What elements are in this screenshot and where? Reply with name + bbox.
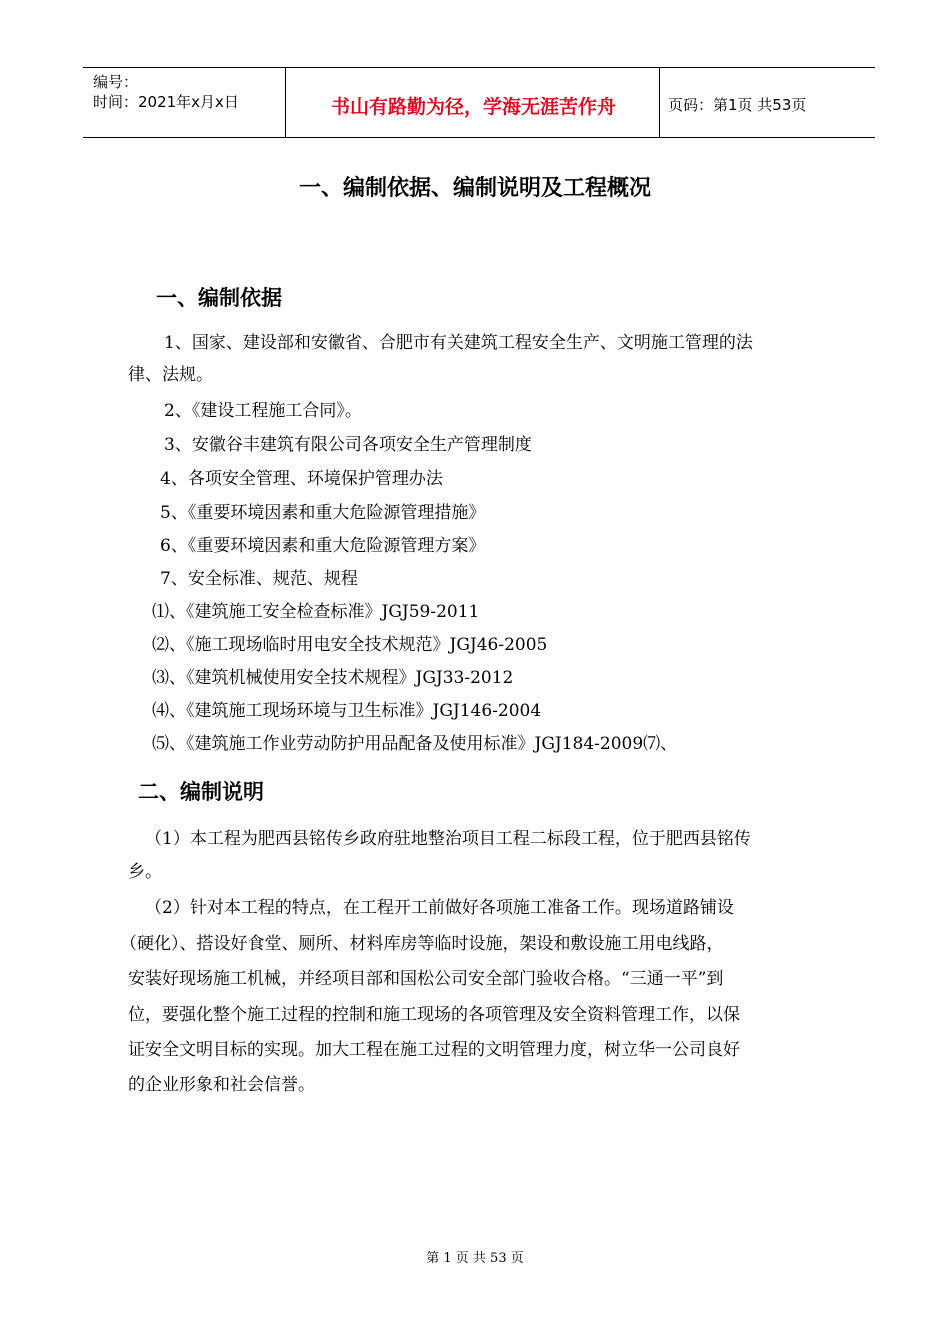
list-item: 3、安徽谷丰建筑有限公司各项安全生产管理制度 xyxy=(164,435,532,455)
list-item: 6、《重要环境因素和重大危险源管理方案》 xyxy=(160,536,486,556)
paragraph-line: 的企业形象和社会信誉。 xyxy=(128,1075,315,1095)
list-item: 2、《建设工程施工合同》。 xyxy=(164,401,362,421)
header-page-info: 页码：第1页 共53页 xyxy=(668,96,807,114)
list-item: 1、国家、建设部和安徽省、合肥市有关建筑工程安全生产、文明施工管理的法 xyxy=(164,333,753,353)
list-item: 4、各项安全管理、环境保护管理办法 xyxy=(160,469,443,489)
paragraph-line: 证安全文明目标的实现。加大工程在施工过程的文明管理力度，树立华一公司良好 xyxy=(128,1040,740,1060)
document-title: 一、编制依据、编制说明及工程概况 xyxy=(298,176,651,201)
list-item: ⑴、《建筑施工安全检查标准》JGJ59-2011 xyxy=(152,602,480,622)
paragraph-line: 乡。 xyxy=(128,862,162,882)
list-item: ⑵、《施工现场临时用电安全技术规范》JGJ46-2005 xyxy=(152,635,548,655)
header-meta xyxy=(93,72,239,112)
paragraph-line: 安装好现场施工机械，并经项目部和国松公司安全部门验收合格。“三通一平”到 xyxy=(128,969,724,989)
section-heading: 二、编制说明 xyxy=(138,780,264,804)
header-motto: 书山有路勤为径，学海无涯苦作舟 xyxy=(330,96,616,118)
paragraph-line: 位，要强化整个施工过程的控制和施工现场的各项管理及安全资料管理工作，以保 xyxy=(128,1005,740,1025)
paragraph-line: （2）针对本工程的特点，在工程开工前做好各项施工准备工作。现场道路铺设 xyxy=(145,898,734,918)
list-item: ⑶、《建筑机械使用安全技术规程》JGJ33-2012 xyxy=(152,668,514,688)
number-label: 编号： xyxy=(93,73,139,91)
list-item: ⑷、《建筑施工现场环境与卫生标准》JGJ146-2004 xyxy=(152,701,542,721)
header-divider xyxy=(659,68,660,137)
list-item: 律、法规。 xyxy=(128,365,213,385)
page-header xyxy=(83,67,875,138)
list-item: 7、安全标准、规范、规程 xyxy=(160,569,358,589)
time-label: 时间：2021年x月x日 xyxy=(93,93,239,111)
paragraph-line: （硬化）、搭设好食堂、厕所、材料库房等临时设施，架设和敷设施工用电线路， xyxy=(120,934,724,954)
paragraph-line: （1）本工程为肥西县铭传乡政府驻地整治项目工程二标段工程，位于肥西县铭传 xyxy=(145,829,751,849)
list-item: ⑸、《建筑施工作业劳动防护用品配备及使用标准》JGJ184-2009⑺、 xyxy=(152,734,678,754)
page-footer: 第 1 页 共 53 页 xyxy=(426,1251,524,1266)
section-heading: 一、编制依据 xyxy=(156,286,282,310)
list-item: 5、《重要环境因素和重大危险源管理措施》 xyxy=(160,503,486,523)
